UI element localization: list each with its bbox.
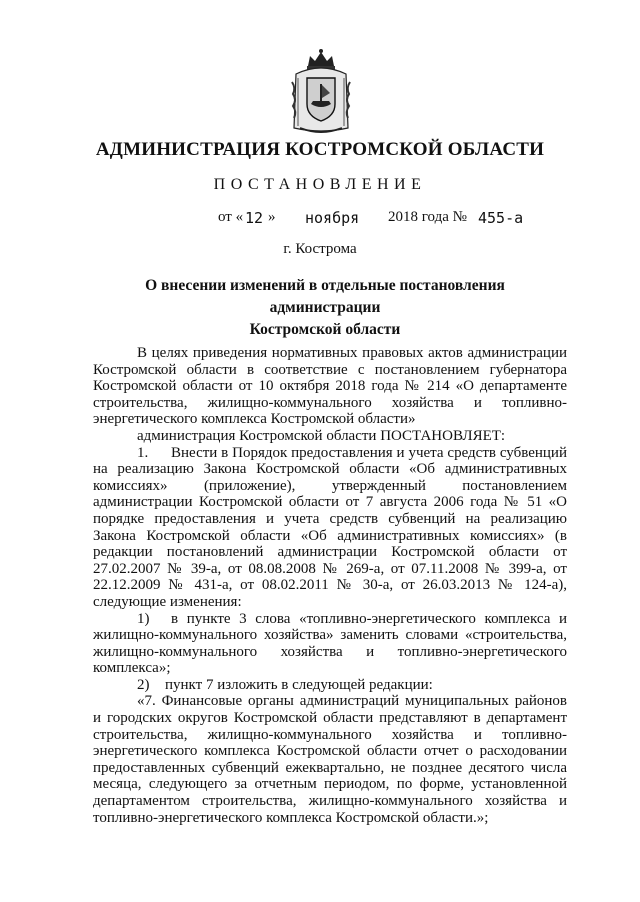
item-1-number: 1. — [137, 444, 149, 461]
subitem-1 — [93, 611, 567, 677]
date-day: 12 — [245, 209, 264, 227]
document-subject — [95, 275, 555, 341]
resolves-paragraph: администрация Костромской области ПОСТАНОВЛЯЕТ: — [137, 427, 506, 444]
item-1-text: Внести в Порядок предоставления и учета средств субвенций на реализацию Закона Костромской области «Об административных комиссиях» (приложение), утвержденный постановлением администрации Костромской области от 7 августа 2006 года № 51 «О порядке предоставления и учета средств субвенций на реализацию Закона Костромской области «Об административных комиссиях» (в редакции постановлений администрации Костромской области от 27.02.2007 № 39-а, от 08.08.2008 № 269-а, от 07.11.2008 № 399-а, от 22.12.2009 № 431-а, от 08.02.2011 № 30-а, от 26.03.2013 № 124-а), следующие изменения: — [93, 444, 567, 610]
date-month: ноября — [305, 209, 360, 227]
subitem-2-text: пункт 7 изложить в следующей редакции: — [165, 676, 433, 693]
subject-line-2: Костромской области — [249, 321, 401, 338]
document-body — [93, 345, 567, 826]
subitem-1-number: 1) — [137, 610, 150, 627]
intro-paragraph: В целях приведения нормативных правовых актов администрации Костромской области в соответствие с постановлением губернатора Костромской области от 10 октября 2018 года № 214 «О департаменте строительства, жилищно-коммунального хозяйства и топливно-энергетического комплекса Костромской области» — [93, 345, 567, 428]
subject-line-1: О внесении изменений в отдельные постановления администрации — [145, 277, 505, 316]
city: г. Кострома — [283, 241, 357, 257]
subitem-1-text: в пункте 3 слова «топливно-энергетического комплекса и жилищно-коммунального хозяйства» заменить словами «строительства, жилищно-коммунального хозяйства и топливно-энергетического комплекса»; — [93, 610, 567, 677]
date-prefix: от « — [218, 209, 244, 225]
subitem-2-number: 2) — [137, 676, 150, 693]
date-line — [0, 209, 640, 231]
org-title: АДМИНИСТРАЦИЯ КОСТРОМСКОЙ ОБЛАСТИ — [95, 139, 545, 160]
subitem-2 — [93, 677, 567, 694]
date-close: » — [268, 209, 276, 225]
doc-number: 455-а — [478, 209, 524, 227]
doc-type: ПОСТАНОВЛЕНИЕ — [213, 176, 427, 193]
item-1 — [93, 445, 567, 611]
kostroma-coat-of-arms-icon — [290, 48, 352, 134]
date-year-label: 2018 года № — [388, 209, 467, 225]
quote-paragraph: «7. Финансовые органы администраций муниципальных районов и городских округов Костромской области представляют в департамент строительства, жилищно-коммунального хозяйства и топливно-энергетического комплекса Костромской области отчет о расходовании предоставленных субвенций ежеквартально, не позднее десятого числа месяца, следующего за отчетным периодом, по форме, установленной департаментом строительства, жилищно-коммунального хозяйства и топливно-энергетического комплекса Костромской области.»; — [93, 693, 567, 826]
